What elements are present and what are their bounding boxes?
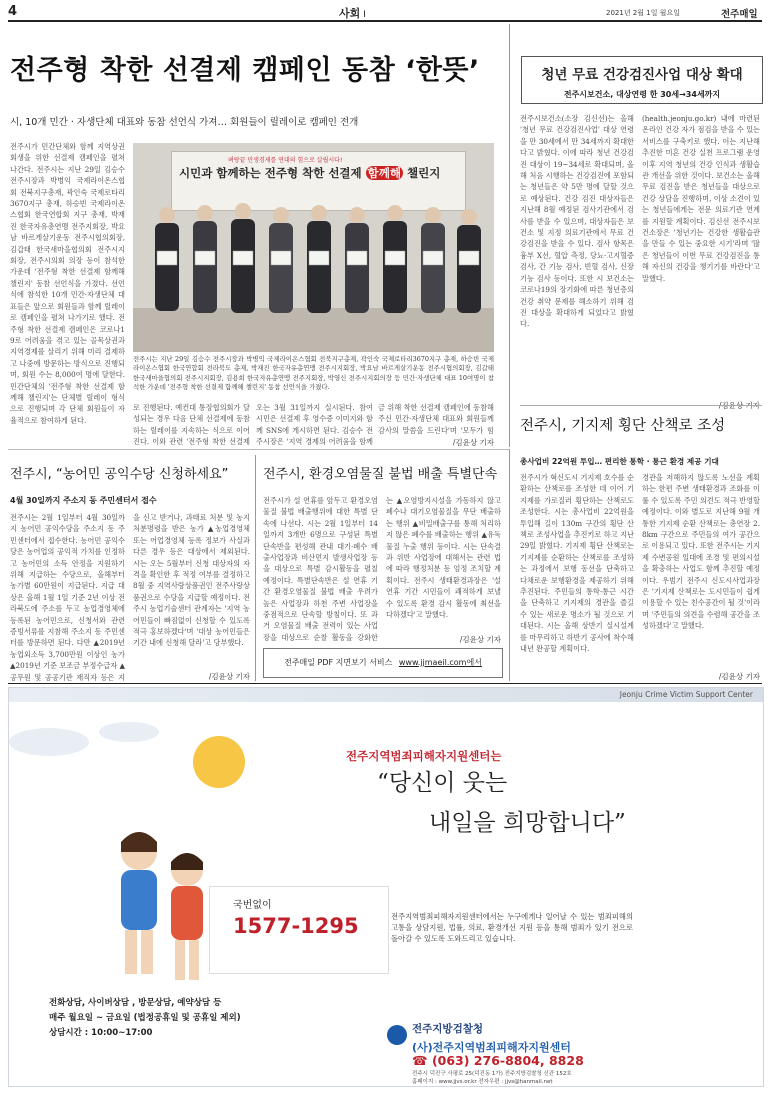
main-subhead: 시, 10개 민간 · 자생단체 대표와 동참 선언식 가져… 회원들이 릴레이로 캠페인 전개: [10, 117, 359, 128]
ad-hotline-number[interactable]: 1577-1295: [233, 914, 359, 938]
main-headline: 전주형 착한 선결제 캠페인 동참 ‘한뜻’: [10, 55, 480, 86]
photo-banner-big: 시민과 함께하는 전주형 착한 선결제 함께해 챌린지: [179, 166, 441, 180]
pdf-notice-link[interactable]: www.jjmaeil.com에서: [398, 658, 482, 667]
main-col-2: 로 진행된다. 예컨대 통장협의회가 달성되는 경우 다음 단체 선결제에 동참하는 릴레이를 지속하는 식으로 이어진다. 이와 관련 '전주형 착한 선결제: [133, 403, 250, 447]
pollution-col-1: 전주시가 설 연휴를 앞두고 환경오염물질 불법 배출행위에 대한 특별 단속에 나선다. 시는 2월 1일부터 14일까지 3개반 6명으로 구성된 특별단속반을 편성해 관내 대기·폐수 배출사업장과 비산먼지 발생사업장 등을 대상으로 특별 감시활동을 펼칠 예정이다. 특별단속반은 설 연휴 기간 환경오염물질 불법 배출 우려가 높은 사업장과 하천 주변 사업장을 중점적으로 단속할 방침이다. 또 과거 오염물질 배출 전력이 있는 사업장을 대상으로 순찰 활동을 강화한: [263, 496, 378, 642]
ad-hotline-label: 국번없이: [233, 900, 272, 911]
ad-service-days: 매주 월요일 ~ 금요일 (법정공휴일 및 공휴일 제외): [49, 1013, 241, 1023]
ad-description: 전주지역범죄피해자지원센터에서는 누구에게나 일어날 수 있는 범죄피해의 고통을 상담지원, 법률, 의료, 환경개선 지원 등을 통해 범죄가 있기 전으로 돌아갈 수 있도록 도와드리고 있습니다.: [391, 912, 633, 943]
ad-slogan-2: 내일을 희망합니다”: [429, 810, 626, 836]
main-right-divider: [509, 24, 510, 447]
youth-health-col-2: (health.jeonju.go.kr) 내에 마련된 온라인 건강 자가 점검을 받을 수 있는 서비스를 구축키로 했다. 이는 지난해 추진한 미혼 건강 실천 프로그램 운영 이후 지역 청년의 건강 인식과 생활습관 개선을 위한 것이다. 보건소는 올해 무료 검진을 받은 청년들을 대상으로 건강 상담을 진행하며, 이상 소견이 있는 청년들에게는 전문 의료기관 연계를 지원할 계획이다. 김신선 전주시보건소장은 '청년기는 건강한 생활습관을 만들 수 있는 중요한 시기'라며 '많은 청년들이 이번 무료 건강검진을 통해 자신의 건강을 챙기기를 바란다'고 말했다.: [642, 114, 760, 283]
main-byline: /김윤상 기자: [452, 438, 494, 447]
walkway-col-2: 경관을 저해하지 않도록 노선을 계획하는 한편 주변 생태환경과 조화를 이룰 수 있도록 주민 의견도 적극 반영할 예정이다. 이와 별도로 지난해 9월 개통한 기지제 순환 산책로는 총연장 2.8km 구간으로 주민들의 여가 공간으로 이용되고 있다. 또한 전주시는 기지제 수변공원 일대에 조경 및 편의시설을 확충하는 사업도 함께 추진할 예정이다. 우범기 전주시 신도시사업과장은 '기지제 산책로는 도시민들이 쉽게 이용할 수 있는 친수공간이 될 것'이라며 '주민들의 의견을 수렴해 공간을 조성하겠다'고 말했다.: [642, 473, 760, 631]
ad-office-logo-icon: [387, 1025, 407, 1045]
bottom-right-divider: [509, 449, 510, 681]
issue-date: 2021년 2월 1일 월요일: [606, 9, 680, 17]
farmer-col-1: 전주시는 2월 1일부터 4월 30일까지 농어민 공익수당을 주소지 동 주민센터에서 접수한다. 농어민 공익수당은 농어업의 공익적 가치를 인정하고 농어민의 소득 안정을 지원하기 위해 지급하는 수당으로, 올해부터 농가별 60만원이 지급된다. 지급 대상은 올해 1월 1일 기준 2년 이상 전라북도에 주소를 두고 농업경영체에 등록된 농어민으로, 신청서와 관련 증빙서류를 지참해 주소지 동 주민센터를 방문하면 된다. 다만 ▲2019년 농업외소득 3,700만원 이상인 농가 ▲2019년 기준 보조금 부정수급자 ▲공무원 및 공공기관 재직자 등은 지: [10, 513, 125, 682]
victim-support-ad: [8, 687, 764, 1087]
ad-slogan-1: “당신이 웃는: [377, 770, 508, 796]
page-number: 4: [8, 4, 18, 19]
ad-office-name: 전주지방검찰청: [412, 1023, 484, 1035]
ad-web[interactable]: 홈페이지 : www.jjvs.or.kr 전자우편 : jjvs@hanmail.net: [412, 1079, 553, 1085]
walkway-byline: /김윤상 기자: [718, 672, 760, 681]
ad-service-types: 전화상담, 사이버상담 , 방문상담, 예약상담 등: [49, 998, 222, 1008]
phone-icon: ☎: [412, 1053, 428, 1068]
main-col-4: 금 위해 착한 선결제 캠페인에 동참해주신 민간·자생단체 대표와 회원들께 감사의 말씀을 드린다'며 '모두가 힘: [378, 403, 494, 435]
photo-banner-small: 벼랑끝 민생경제를 연대의 힘으로 살립시다!: [228, 157, 343, 164]
ad-phone[interactable]: ☎ (063) 276-8804, 8828: [412, 1053, 584, 1068]
youth-health-headline: 청년 무료 건강검진사업 대상 확대: [541, 67, 743, 83]
ad-org-name: 전주지역범죄피해자지원센터는: [346, 749, 502, 763]
pollution-byline: /김윤상 기자: [459, 635, 501, 644]
section-name: 사회 Ⅰ: [339, 7, 366, 20]
main-col-3: 오는 3월 31일까지 실시된다. 참여 시민은 선결제 후 영수증 이미지와 함께 SNS에 게시하면 된다. 김승수 전주시장은 '지역 경제의 어려움을 함께: [256, 403, 373, 447]
main-col-1: 전주시가 민간단체와 함께 지역상권 회생을 위한 선결제 캠페인을 펼쳐 나간다. 전주시는 지난 29일 김승수 전주시장과 박병익 국제라이온스협회 전북지구총재, 곽인숙 국제로타리3670지구 총재, 하승빈 국제라이온스협회 한국연합회 지구 총재, 박재진 한국자유총연맹 전주지회장, 박요남 바르게살기운동 전주시협의회장, 김갑태 한국새마을협의회 전주시지회장, 전주시의회 의장 등이 참석한 가운데 '전주형 착한 선결제 함께해 챌린지' 동참 선언식을 가졌다. 선언식에 참석한 10개 민간·자생단체 대표들은 앞으로 회원들과 함께 릴레이로 캠페인을 펼쳐 나가기로 했다. 전주형 착한 선결제 캠페인은 코로나19로 어려움을 겪고 있는 골목상권과 지역경제를 살리기 위해 미리 결제하고 나중에 방문하는 방식으로 진행되며, 회원 수는 8,000여 명에 달한다. 민간단체의 '전주형 착한 선결제 함께해 챌린지'는 단체별 릴레이 형식으로 진행되며 각 단체 회원들이 자율적으로 참여하게 된다.: [10, 142, 125, 425]
pdf-notice-label: 전주매일 PDF 지면보기 서비스: [284, 658, 393, 667]
bottom-mid-divider: [255, 455, 256, 681]
photo-people: [133, 193, 494, 352]
pdf-notice-box[interactable]: [263, 648, 503, 678]
youth-health-subhead: 전주시보건소, 대상연령 한 30세→34세까지: [563, 90, 721, 99]
walkway-subhead: 총사업비 22억원 투입… 편리한 통학 · 통근 환경 제공 기대: [520, 457, 719, 466]
page-header: [8, 4, 762, 20]
paper-name: 전주매일: [721, 9, 758, 20]
main-photo: [133, 143, 494, 352]
main-bottom-rule: [8, 449, 510, 450]
ad-corner-text: Jeonju Crime Victim Support Center: [619, 690, 753, 699]
ad-center-name: (사)전주지역범죄피해자지원센터: [412, 1041, 571, 1054]
pollution-col-2: 는 ▲오염방지시설을 가동하지 않고 폐수나 대기오염물질을 무단 배출하는 행위 ▲비밀배출구를 통해 처리하지 않은 폐수를 배출하는 행위 ▲유독물질 누출 행위 등이다. 시는 단속결과 위반 사업장에 대해서는 관련 법에 따라 행정처분 등 엄정 조치할 계획이다. 전주시 생태환경과장은 '설 연휴 기간 시민들이 쾌적하게 보낼 수 있도록 환경 감시 활동에 최선을 다하겠다'고 말했다.: [386, 496, 501, 620]
youth-health-col-1: 전주시보건소(소장 김신선)는 올해 '청년 무료 건강검진사업' 대상 연령을 만 30세에서 만 34세까지 확대한다고 밝혔다. 이에 따라 청년 건강검진 대상이 19~34세로 확대되며, 올해 처음 시행하는 건강검진에 포함되는 청년들은 약 5만 명에 달할 것으로 예상된다. 건강 검진 대상자들은 지난해 8월 예정된 검사기관에서 검사를 받을 수 있으며, 대상자들은 보건소 및 지정 의료기관에서 무료 건강검진을 받을 수 있다. 검사 항목은 흉부 X선, 혈압 측정, 당뇨·고지혈증 검사, 간 기능 검사, 빈혈 검사, 신장 기능 검사 등이다. 또한 시 보건소는 코로나19의 장기화에 따른 청년층의 건강 취약 문제를 해소하기 위해 검진 대상을 확대하게 되었다고 밝혔다.: [520, 114, 634, 329]
ad-address: 전주시 덕진구 사평로 25(덕진동 1가) 전주지방검찰청 신관 152호: [412, 1071, 572, 1077]
farmer-subhead: 4월 30일까지 주소지 동 주민센터서 접수: [10, 496, 157, 505]
ad-top-rule: [8, 683, 762, 684]
ad-service-hours: 상담시간 : 10:00~17:00: [49, 1028, 153, 1038]
header-rule: [8, 20, 762, 22]
farmer-byline: /김윤상 기자: [208, 672, 250, 681]
main-photo-caption: 전주시는 지난 29일 김승수 전주시장과 박병익 국제라이온스협회 전북지구총재, 곽인숙 국제로타리3670지구 총재, 하승빈 국제라이온스협회 한국연합회 전라북도 총재, 박재진 한국자유총연맹 전주시지회장, 박요남 바르게살기운동 전주시협의회장, 김갑태 한국새마을협의회 전주시지회장, 김용희 한국자유총연맹 전주지회장, 박영신 전주시지회의장 등 민간·자생단체 대표 10여명이 참석한 가운데 '전주형 착한 선결제 함께해 챌린지' 동참 선언식을 가졌다.: [133, 355, 494, 391]
right-mid-top-rule: [520, 405, 762, 406]
pollution-headline: 전주시, 환경오염물질 불법 배출 특별단속: [263, 467, 498, 482]
walkway-col-1: 전주시가 혁신도시 기지제 호수를 순환하는 산책로를 조성한 데 이어 기지제를 가로질러 횡단하는 산책로도 조성한다. 시는 총사업비 22억원을 투입해 길이 130m 구간의 횡단 산책로 조성사업을 추진키로 하고 지난 29일 밝혔다. 기지제 횡단 산책로는 기지제를 순환하는 산책로를 조성하는 과정에서 보행 동선을 단축하고 다채로운 보행환경을 제공하기 위해 추진된다. 주민들의 통학·통근 시간을 단축하고 기지제의 경관을 즐길 수 있는 새로운 명소가 될 것으로 기대된다. 시는 올해 상반기 실시설계를 마무리하고 하반기 공사에 착수해 내년 완공할 계획이다.: [520, 473, 634, 654]
farmer-col-2: 을 신고 받거나, 과태료 처분 및 농지 처분명령을 받은 농가 ▲농업경영체 또는 어업경영체 등록 정보가 사실과 다른 경우 등은 대상에서 제외된다. 시는 오는 5월부터 신청 대상자의 자격을 확인한 후 적정 여부를 결정하고 8월 중 지역사랑상품권인 전주사랑상품권으로 수당을 지급할 예정이다. 전주시 농업기술센터 관계자는 '지역 농어민들이 빠짐없이 신청할 수 있도록 적극 홍보하겠다'며 '대상 농어민들은 기간 내에 신청해 달라'고 당부했다.: [133, 513, 250, 648]
farmer-headline: 전주시, “농어민 공익수당 신청하세요”: [10, 467, 229, 482]
walkway-headline: 전주시, 기지제 횡단 산책로 조성: [520, 418, 726, 434]
